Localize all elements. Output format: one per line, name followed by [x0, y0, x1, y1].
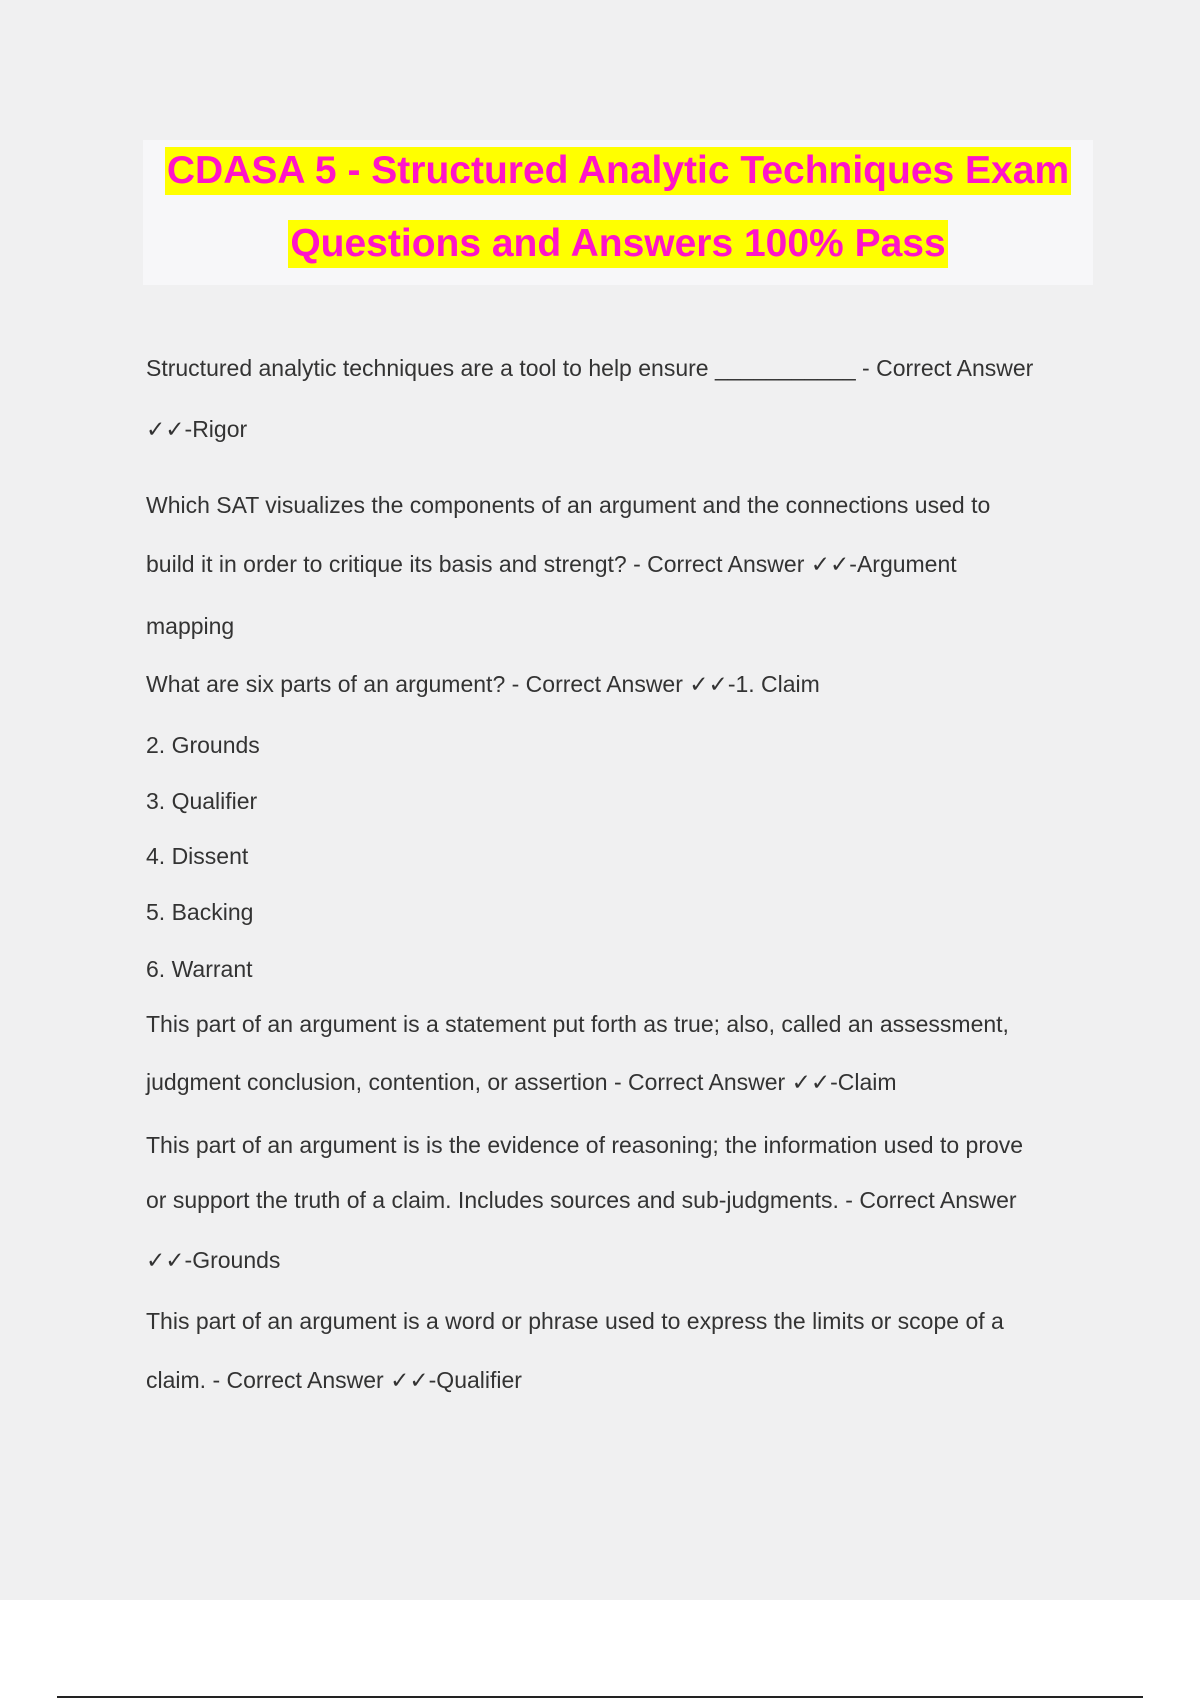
question-3-text: What are six parts of an argument? - Correct Answer ✓✓-1. Claim [146, 671, 820, 697]
list-item: 6. Warrant [146, 956, 253, 982]
question-5-text-cont: or support the truth of a claim. Includes sources and sub-judgments. - Correct Answer [146, 1187, 1017, 1213]
list-item: 4. Dissent [146, 843, 249, 869]
list-item: 2. Grounds [146, 732, 260, 758]
question-5-text: This part of an argument is is the evidence of reasoning; the information used to prove [146, 1132, 1024, 1158]
answer-4-text: judgment conclusion, contention, or assertion - Correct Answer ✓✓-Claim [146, 1069, 897, 1095]
document-title [143, 140, 1093, 285]
answer-6-text: claim. - Correct Answer ✓✓-Qualifier [146, 1367, 522, 1393]
question-4-text: This part of an argument is a statement put forth as true; also, called an assessment, [146, 1011, 1009, 1037]
list-item: 5. Backing [146, 899, 254, 925]
question-1-text: Structured analytic techniques are a tool to help ensure ___________ - Correct Answer [146, 355, 1034, 381]
list-item: 3. Qualifier [146, 788, 258, 814]
question-2-text-cont: build it in order to critique its basis and strengt? - Correct Answer ✓✓-Argument [146, 551, 957, 577]
title-line-2: Questions and Answers 100% Pass [288, 220, 947, 268]
footer-divider [57, 1696, 1143, 1698]
title-line-1: CDASA 5 - Structured Analytic Techniques Exam [165, 147, 1071, 195]
question-2-text: Which SAT visualizes the components of an argument and the connections used to [146, 492, 991, 518]
question-6-text: This part of an argument is a word or phrase used to express the limits or scope of a [146, 1308, 1004, 1334]
answer-1-text: ✓✓-Rigor [146, 416, 248, 442]
answer-2-text: mapping [146, 613, 235, 639]
answer-5-text: ✓✓-Grounds [146, 1247, 281, 1273]
